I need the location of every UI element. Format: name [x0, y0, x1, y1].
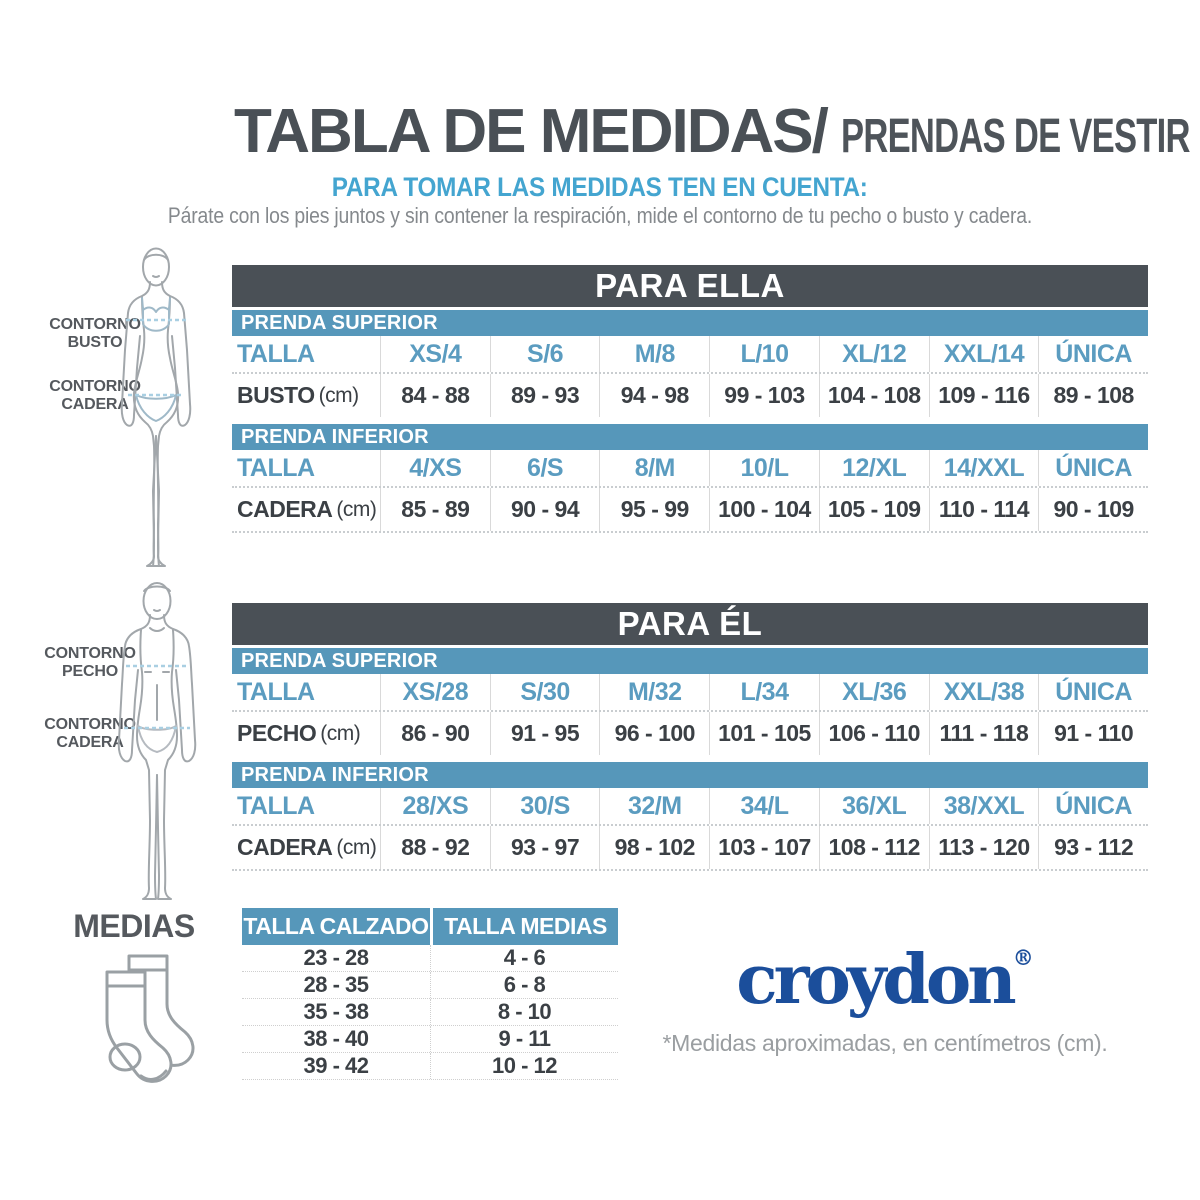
size-cell: 10/L: [709, 450, 819, 486]
value-cell: 89 - 93: [490, 374, 600, 417]
value-cell: 94 - 98: [599, 374, 709, 417]
size-cell: XL/36: [819, 674, 929, 710]
value-cell: 104 - 108: [819, 374, 929, 417]
medias-row: [242, 1026, 618, 1053]
el-inferior-value-row: [232, 824, 1148, 869]
ella-superior-value-row: [232, 372, 1148, 417]
size-cell: XXL/38: [929, 674, 1039, 710]
size-cell: L/34: [709, 674, 819, 710]
talla-header: TALLA: [237, 677, 315, 706]
page-title: [234, 96, 1190, 167]
value-cell: 105 - 109: [819, 488, 929, 531]
brand-block: [620, 940, 1150, 1057]
value-cell: 90 - 109: [1038, 488, 1148, 531]
value-cell: 84 - 88: [380, 374, 490, 417]
size-cell: ÚNICA: [1038, 450, 1148, 486]
instructions-text: Párate con los pies juntos y sin contener la respiración, mide el contorno de tu pecho o busto y cadera.: [167, 203, 1033, 228]
value-cell: 106 - 110: [819, 712, 929, 755]
table-para-ella: [232, 265, 1148, 533]
size-cell: 12/XL: [819, 450, 929, 486]
medias-cell: 10 - 12: [430, 1053, 618, 1079]
value-cell: 100 - 104: [709, 488, 819, 531]
brand-logo: [620, 940, 1150, 1020]
medias-cell: 8 - 10: [430, 999, 618, 1025]
value-cell: 113 - 120: [929, 826, 1039, 869]
subtitle-text: PARA TOMAR LAS MEDIDAS TEN EN CUENTA:: [332, 172, 868, 202]
value-cell: 108 - 112: [819, 826, 929, 869]
el-band-inferior: PRENDA INFERIOR: [232, 762, 1148, 788]
ella-band-inferior: PRENDA INFERIOR: [232, 424, 1148, 450]
medias-table: [242, 908, 618, 1080]
size-cell: XS/4: [380, 336, 490, 372]
value-cell: 88 - 92: [380, 826, 490, 869]
medias-header-row: [242, 908, 618, 945]
male-figure-illustration: [92, 580, 222, 910]
measure-label: [232, 712, 380, 755]
size-cell: 28/XS: [380, 788, 490, 824]
measure-name: CADERA: [237, 496, 333, 522]
size-cell: 34/L: [709, 788, 819, 824]
el-inferior-size-row: [232, 788, 1148, 824]
size-cell: XL/12: [819, 336, 929, 372]
ella-band-superior: PRENDA SUPERIOR: [232, 310, 1148, 336]
value-cell: 99 - 103: [709, 374, 819, 417]
medias-cell: 9 - 11: [430, 1026, 618, 1052]
female-figure-illustration: [100, 246, 212, 576]
measure-name: BUSTO: [237, 382, 315, 408]
size-cell: ÚNICA: [1038, 336, 1148, 372]
medias-row: [242, 945, 618, 972]
value-cell: 109 - 116: [929, 374, 1039, 417]
medias-cell: 4 - 6: [430, 945, 618, 971]
measure-label: [232, 374, 380, 417]
medias-cell: 39 - 42: [303, 1053, 369, 1078]
table-para-el: [232, 603, 1148, 871]
value-cell: 101 - 105: [709, 712, 819, 755]
value-cell: 85 - 89: [380, 488, 490, 531]
size-cell: XS/28: [380, 674, 490, 710]
brand-name: croydon: [736, 940, 1013, 1020]
measure-unit: (cm): [320, 721, 361, 745]
size-cell: ÚNICA: [1038, 674, 1148, 710]
socks-icon: [85, 952, 203, 1092]
measure-unit: (cm): [336, 835, 377, 859]
size-cell: S/30: [490, 674, 600, 710]
value-cell: 110 - 114: [929, 488, 1039, 531]
value-cell: 86 - 90: [380, 712, 490, 755]
medias-header-medias: TALLA MEDIAS: [430, 908, 618, 945]
subtitle: [0, 172, 1200, 203]
value-cell: 89 - 108: [1038, 374, 1148, 417]
el-superior-size-row: [232, 674, 1148, 710]
size-cell: L/10: [709, 336, 819, 372]
title-sub: PRENDAS DE VESTIR: [840, 110, 1190, 163]
medias-row: [242, 999, 618, 1026]
measure-name: PECHO: [237, 720, 317, 746]
table-el-title: PARA ÉL: [232, 603, 1148, 645]
size-cell: 14/XXL: [929, 450, 1039, 486]
measures-footnote: *Medidas aproximadas, en centímetros (cm).: [662, 1030, 1108, 1056]
value-cell: 96 - 100: [599, 712, 709, 755]
medias-cell: 6 - 8: [430, 972, 618, 998]
size-cell: M/8: [599, 336, 709, 372]
registered-mark-icon: ®: [1012, 945, 1034, 970]
medias-cell: 23 - 28: [303, 945, 369, 970]
medias-row: [242, 1053, 618, 1080]
measure-unit: (cm): [336, 497, 377, 521]
size-cell: S/6: [490, 336, 600, 372]
medias-title: MEDIAS: [73, 908, 195, 944]
value-cell: 111 - 118: [929, 712, 1039, 755]
male-chest-label: CONTORNO PECHO: [44, 645, 136, 681]
el-superior-value-row: [232, 710, 1148, 755]
value-cell: 93 - 97: [490, 826, 600, 869]
size-cell: 8/M: [599, 450, 709, 486]
medias-row: [242, 972, 618, 999]
male-hip-label: CONTORNO CADERA: [44, 716, 136, 752]
size-cell: 6/S: [490, 450, 600, 486]
ella-superior-size-row: [232, 336, 1148, 372]
medias-cell: 35 - 38: [303, 999, 369, 1024]
size-cell: ÚNICA: [1038, 788, 1148, 824]
size-cell: M/32: [599, 674, 709, 710]
value-cell: 103 - 107: [709, 826, 819, 869]
value-cell: 90 - 94: [490, 488, 600, 531]
medias-header-calzado: TALLA CALZADO: [243, 913, 429, 939]
value-cell: 98 - 102: [599, 826, 709, 869]
female-hip-label: CONTORNO CADERA: [49, 378, 141, 414]
title-main: TABLA DE MEDIDAS/: [234, 97, 827, 166]
value-cell: 93 - 112: [1038, 826, 1148, 869]
measure-unit: (cm): [318, 383, 359, 407]
medias-cell: 38 - 40: [303, 1026, 369, 1051]
instructions: [0, 203, 1200, 229]
size-cell: 38/XXL: [929, 788, 1039, 824]
value-cell: 95 - 99: [599, 488, 709, 531]
ella-inferior-value-row: [232, 486, 1148, 531]
value-cell: 91 - 95: [490, 712, 600, 755]
ella-inferior-size-row: [232, 450, 1148, 486]
size-cell: 36/XL: [819, 788, 929, 824]
value-cell: 91 - 110: [1038, 712, 1148, 755]
size-cell: 30/S: [490, 788, 600, 824]
measure-label: [232, 826, 380, 869]
measure-name: CADERA: [237, 834, 333, 860]
talla-header: TALLA: [237, 453, 315, 482]
size-cell: XXL/14: [929, 336, 1039, 372]
medias-cell: 28 - 35: [303, 972, 369, 997]
el-band-superior: PRENDA SUPERIOR: [232, 648, 1148, 674]
table-ella-title: PARA ELLA: [232, 265, 1148, 307]
female-bust-label: CONTORNO BUSTO: [49, 316, 141, 352]
size-cell: 4/XS: [380, 450, 490, 486]
talla-header: TALLA: [237, 791, 315, 820]
talla-header: TALLA: [237, 339, 315, 368]
size-cell: 32/M: [599, 788, 709, 824]
measure-label: [232, 488, 380, 531]
